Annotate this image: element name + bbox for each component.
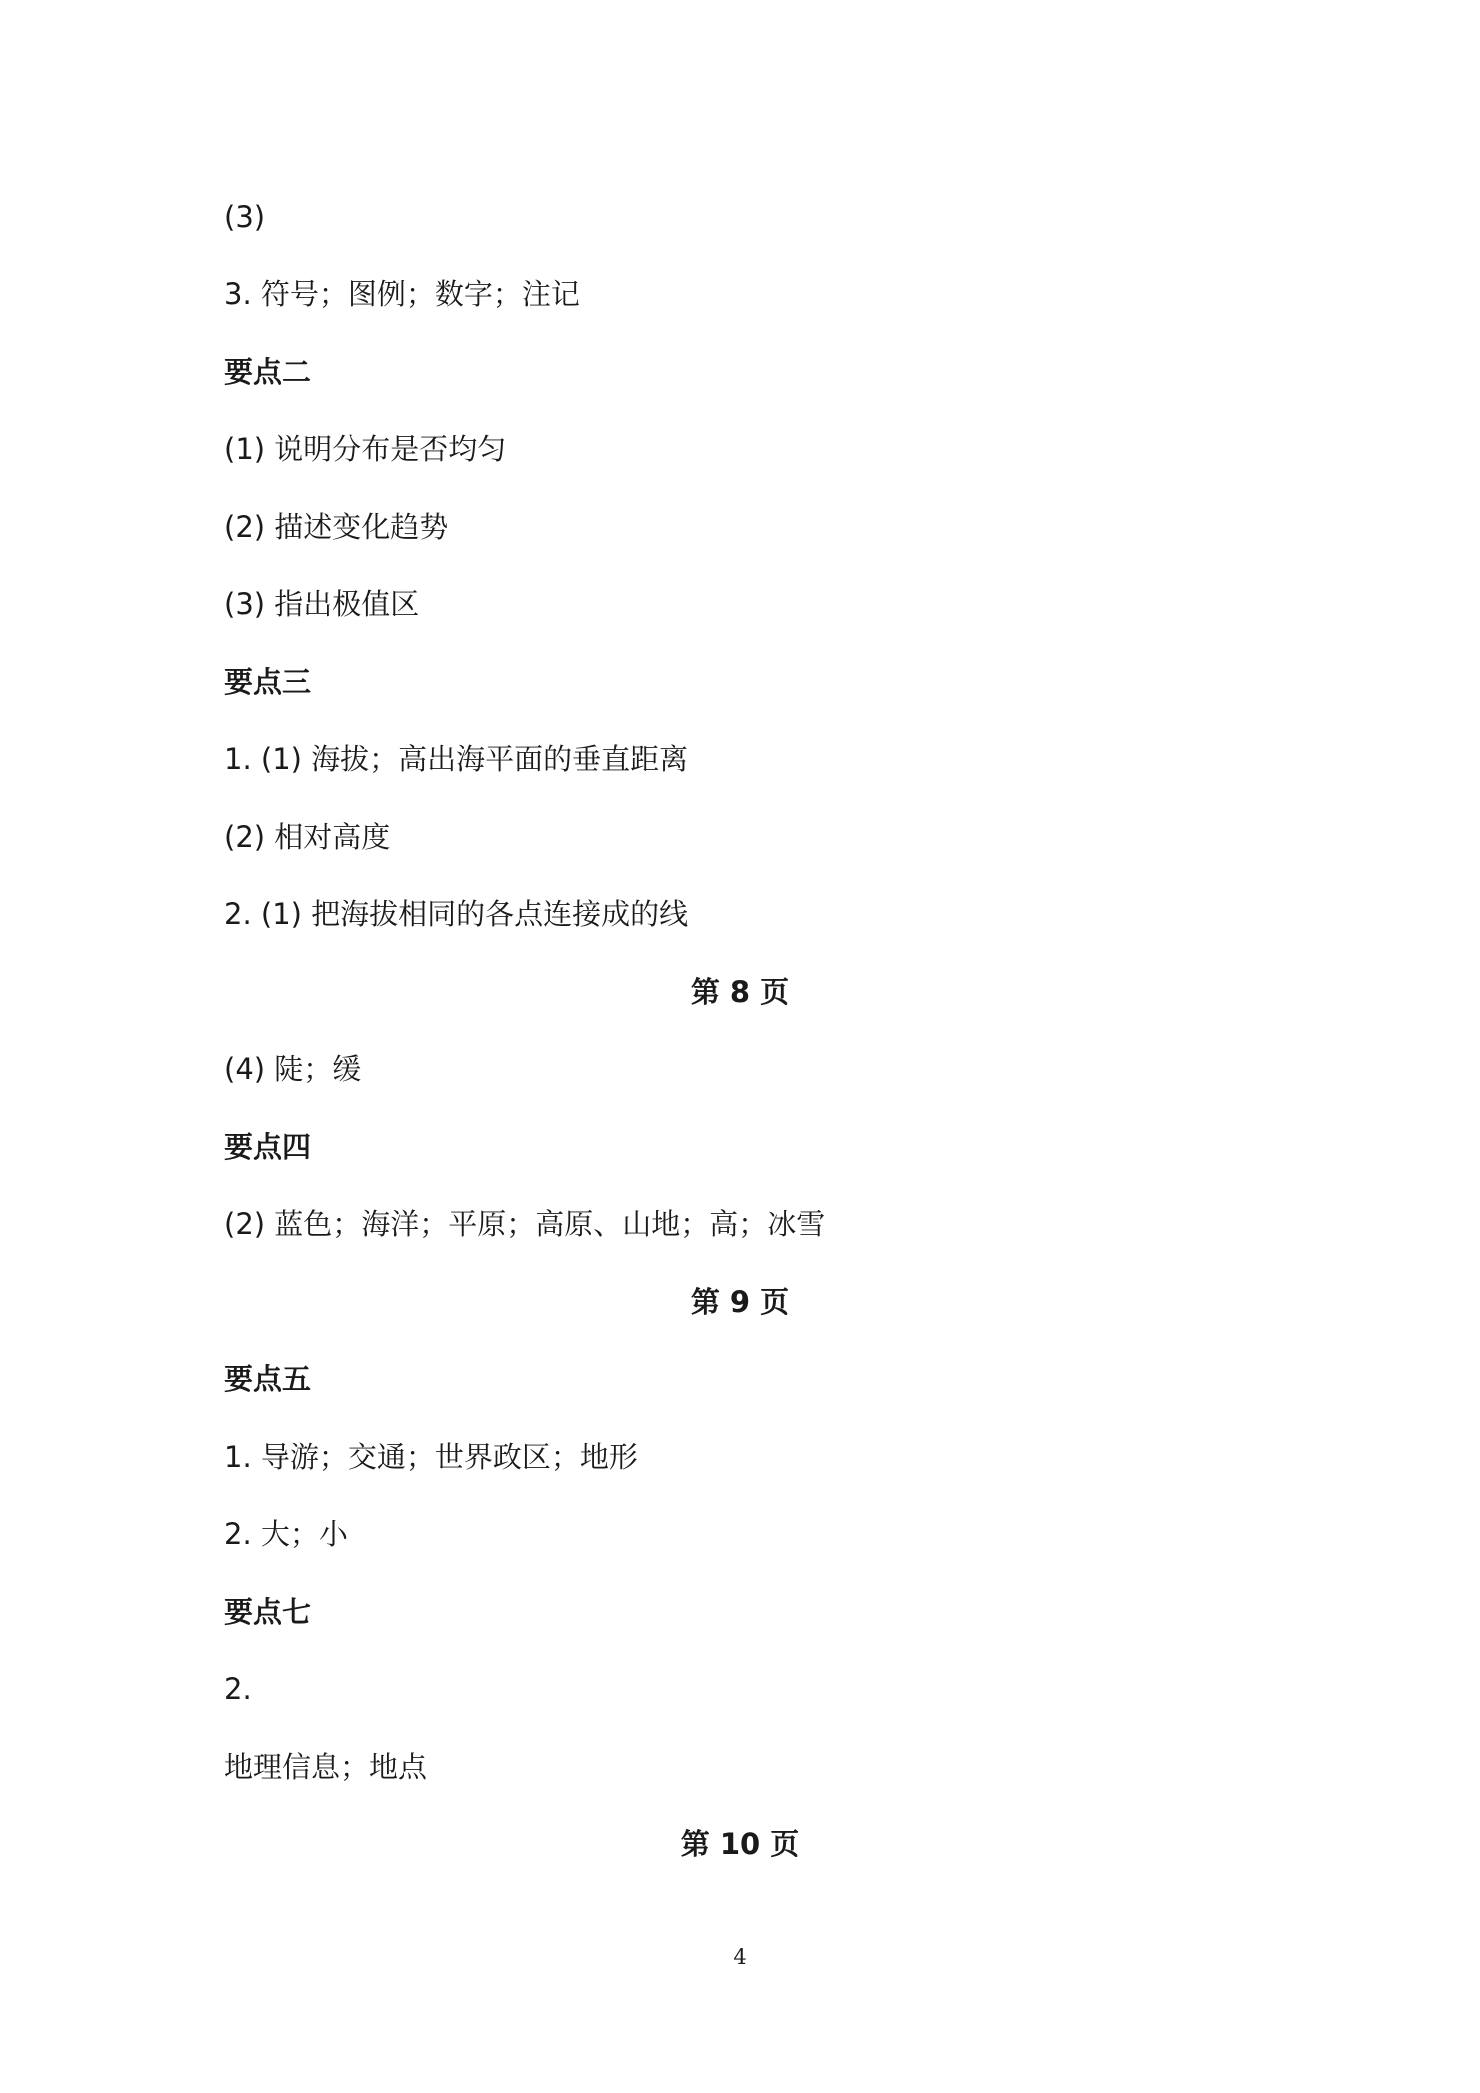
section-heading: 要点七 — [224, 1595, 312, 1629]
page-number: 4 — [733, 1945, 747, 1969]
page-marker: 第 10 页 — [680, 1827, 800, 1861]
page-marker: 第 8 页 — [690, 975, 790, 1009]
answer-line: (2) 蓝色；海洋；平原；高原、山地；高；冰雪 — [224, 1207, 826, 1241]
answer-line: (1) 说明分布是否均匀 — [224, 432, 507, 466]
section-heading: 要点五 — [224, 1362, 312, 1396]
answer-line: 2. — [224, 1672, 252, 1706]
answer-line: (4) 陡；缓 — [224, 1052, 362, 1086]
section-heading: 要点四 — [224, 1130, 312, 1164]
answer-line: (2) 相对高度 — [224, 820, 391, 854]
page-marker: 第 9 页 — [690, 1285, 790, 1319]
answer-line: 地理信息；地点 — [224, 1750, 428, 1784]
answer-line: 1. (1) 海拔；高出海平面的垂直距离 — [224, 742, 689, 776]
answer-line: 3. 符号；图例；数字；注记 — [224, 277, 580, 311]
section-heading: 要点三 — [224, 665, 312, 699]
section-heading: 要点二 — [224, 355, 312, 389]
answer-line: 2. 大；小 — [224, 1517, 348, 1551]
answer-line: (3) — [224, 200, 266, 234]
answer-line: (2) 描述变化趋势 — [224, 510, 449, 544]
answer-line: 2. (1) 把海拔相同的各点连接成的线 — [224, 897, 689, 931]
answer-line: 1. 导游；交通；世界政区；地形 — [224, 1440, 638, 1474]
answer-line: (3) 指出极值区 — [224, 587, 420, 621]
